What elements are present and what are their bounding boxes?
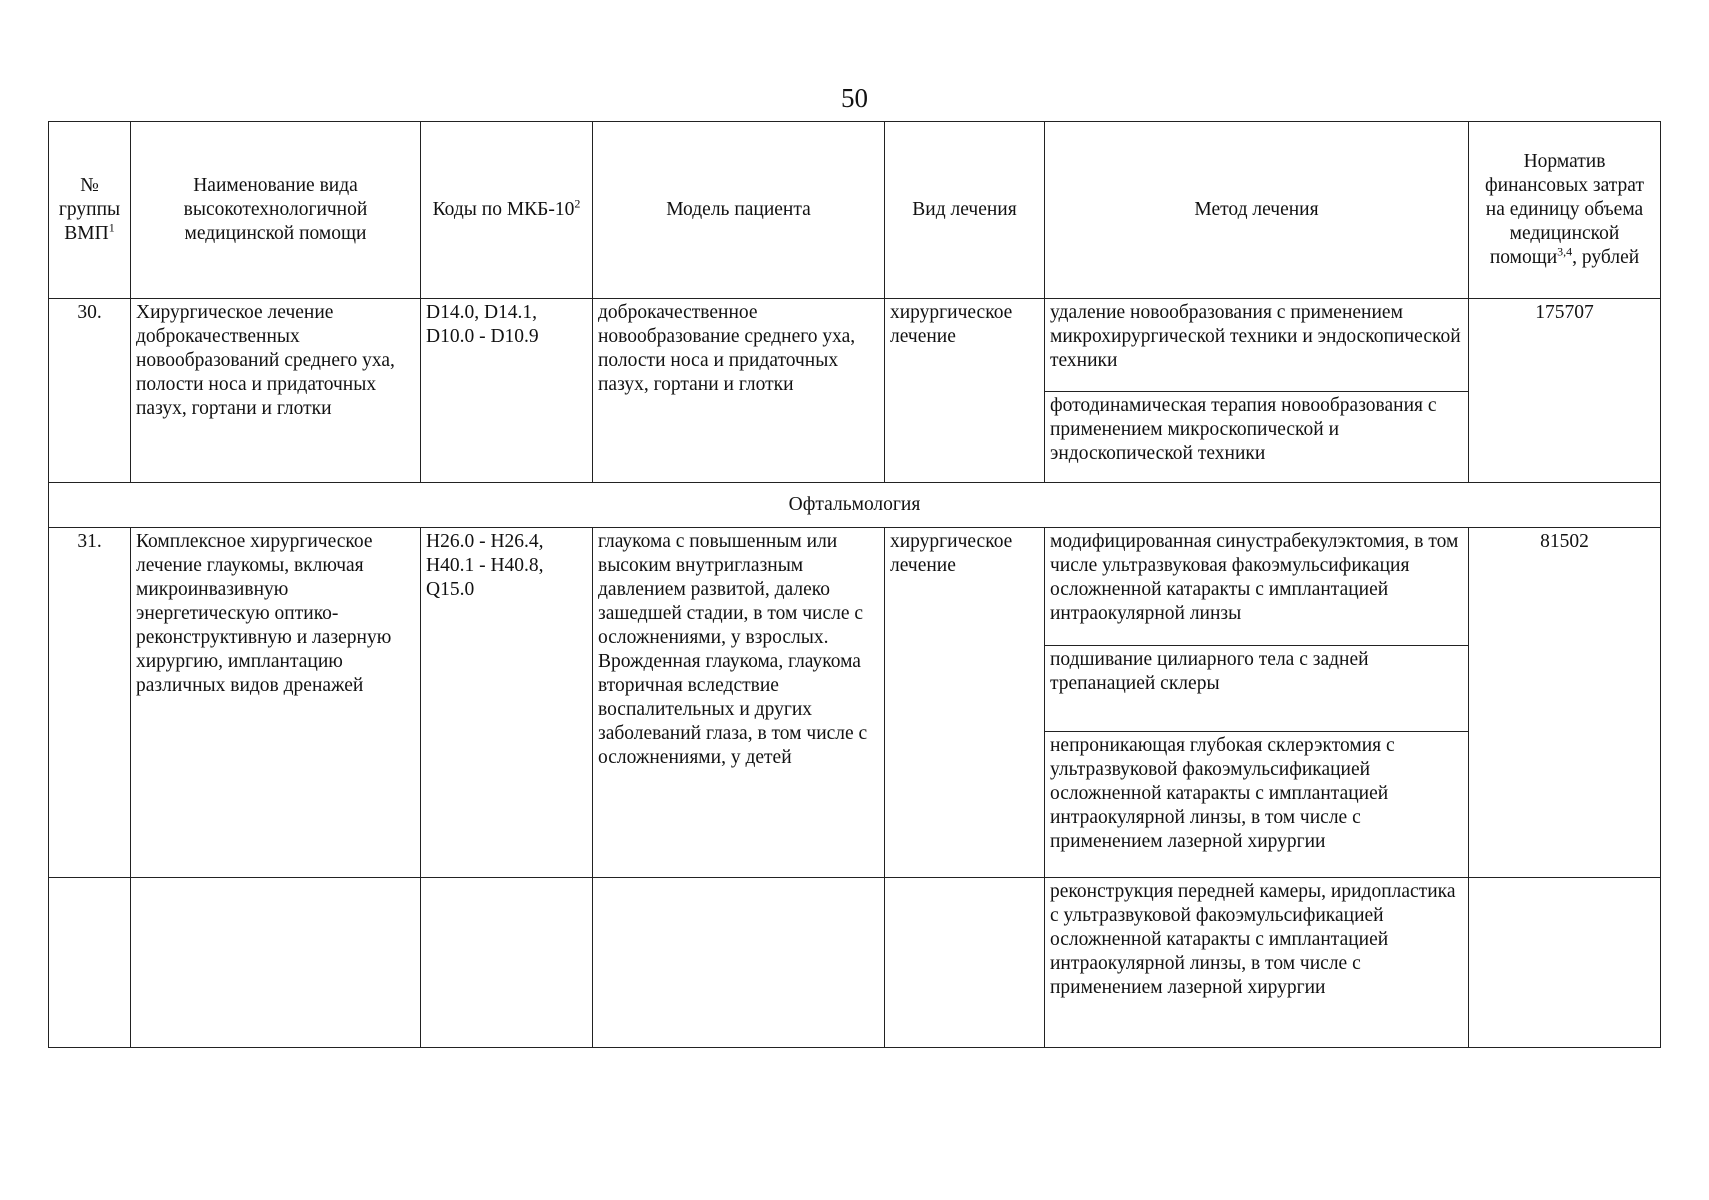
section-row xyxy=(49,483,1661,528)
header-name: Наименование вида высокотехнологичной медицинской помощи xyxy=(131,122,421,299)
header-treatment-method: Метод лечения xyxy=(1045,122,1469,299)
treatment-method: непроникающая глубокая склерэктомия с ультразвуковой факоэмульсификацией осложненной катаракты с имплантацией интраокулярной линзы, в том числе с применением лазерной хирургии xyxy=(1045,732,1469,878)
header-cost: Норматив финансовых затрат на единицу объема медицинской помощи$^{3,4}$, рублей xyxy=(1469,122,1661,299)
header-treatment-type: Вид лечения xyxy=(885,122,1045,299)
group-number: 31. xyxy=(49,528,131,878)
cost-value: 175707 xyxy=(1469,299,1661,483)
header-patient-model: Модель пациента xyxy=(593,122,885,299)
empty-cell xyxy=(1469,878,1661,1048)
empty-cell xyxy=(885,878,1045,1048)
icd-codes: H26.0 - H26.4, H40.1 - H40.8, Q15.0 xyxy=(421,528,593,878)
empty-cell xyxy=(49,878,131,1048)
treatment-type: хирургическое лечение xyxy=(885,299,1045,483)
icd-codes: D14.0, D14.1, D10.0 - D10.9 xyxy=(421,299,593,483)
care-type-name: Хирургическое лечение доброкачественных новообразований среднего уха, полости носа и придаточных пазух, гортани и глотки xyxy=(131,299,421,483)
treatment-method: подшивание цилиарного тела с задней трепанацией склеры xyxy=(1045,646,1469,732)
treatment-method: реконструкция передней камеры, иридопластика с ультразвуковой факоэмульсификацией осложненной катаракты с имплантацией интраокулярной линзы, в том числе с применением лазерной хирургии xyxy=(1045,878,1469,1048)
treatment-method: удаление новообразования с применением микрохирургической техники и эндоскопической техники xyxy=(1045,299,1469,392)
table-row xyxy=(49,299,1661,392)
table-row xyxy=(49,878,1661,1048)
vmp-table xyxy=(48,121,1661,1048)
header-group: № группы ВМП$^1$ xyxy=(49,122,131,299)
patient-model: глаукома с повышенным или высоким внутриглазным давлением развитой, далеко зашедшей стадии, в том числе с осложнениями, у взрослых. Врожденная глаукома, глаукома вторичная вследствие воспалительных и других заболеваний глаза, в том числе с осложнениями, у детей xyxy=(593,528,885,878)
patient-model: доброкачественное новообразование среднего уха, полости носа и придаточных пазух, гортани и глотки xyxy=(593,299,885,483)
cost-value: 81502 xyxy=(1469,528,1661,878)
treatment-type: хирургическое лечение xyxy=(885,528,1045,878)
treatment-method: модифицированная синустрабекулэктомия, в том числе ультразвуковая факоэмульсификация осложненной катаракты с имплантацией интраокулярной линзы xyxy=(1045,528,1469,646)
page-number: 50 xyxy=(841,83,868,113)
empty-cell xyxy=(421,878,593,1048)
care-type-name: Комплексное хирургическое лечение глаукомы, включая микроинвазивную энергетическую оптико-реконструктивную и лазерную хирургию, имплантацию различных видов дренажей xyxy=(131,528,421,878)
header-icd-codes: Коды по МКБ-$10^2$ xyxy=(421,122,593,299)
table-row xyxy=(49,528,1661,646)
section-heading: Офтальмология xyxy=(49,483,1661,528)
empty-cell xyxy=(131,878,421,1048)
group-number: 30. xyxy=(49,299,131,483)
treatment-method: фотодинамическая терапия новообразования с применением микроскопической и эндоскопической техники xyxy=(1045,392,1469,483)
header-row xyxy=(49,122,1661,299)
empty-cell xyxy=(593,878,885,1048)
